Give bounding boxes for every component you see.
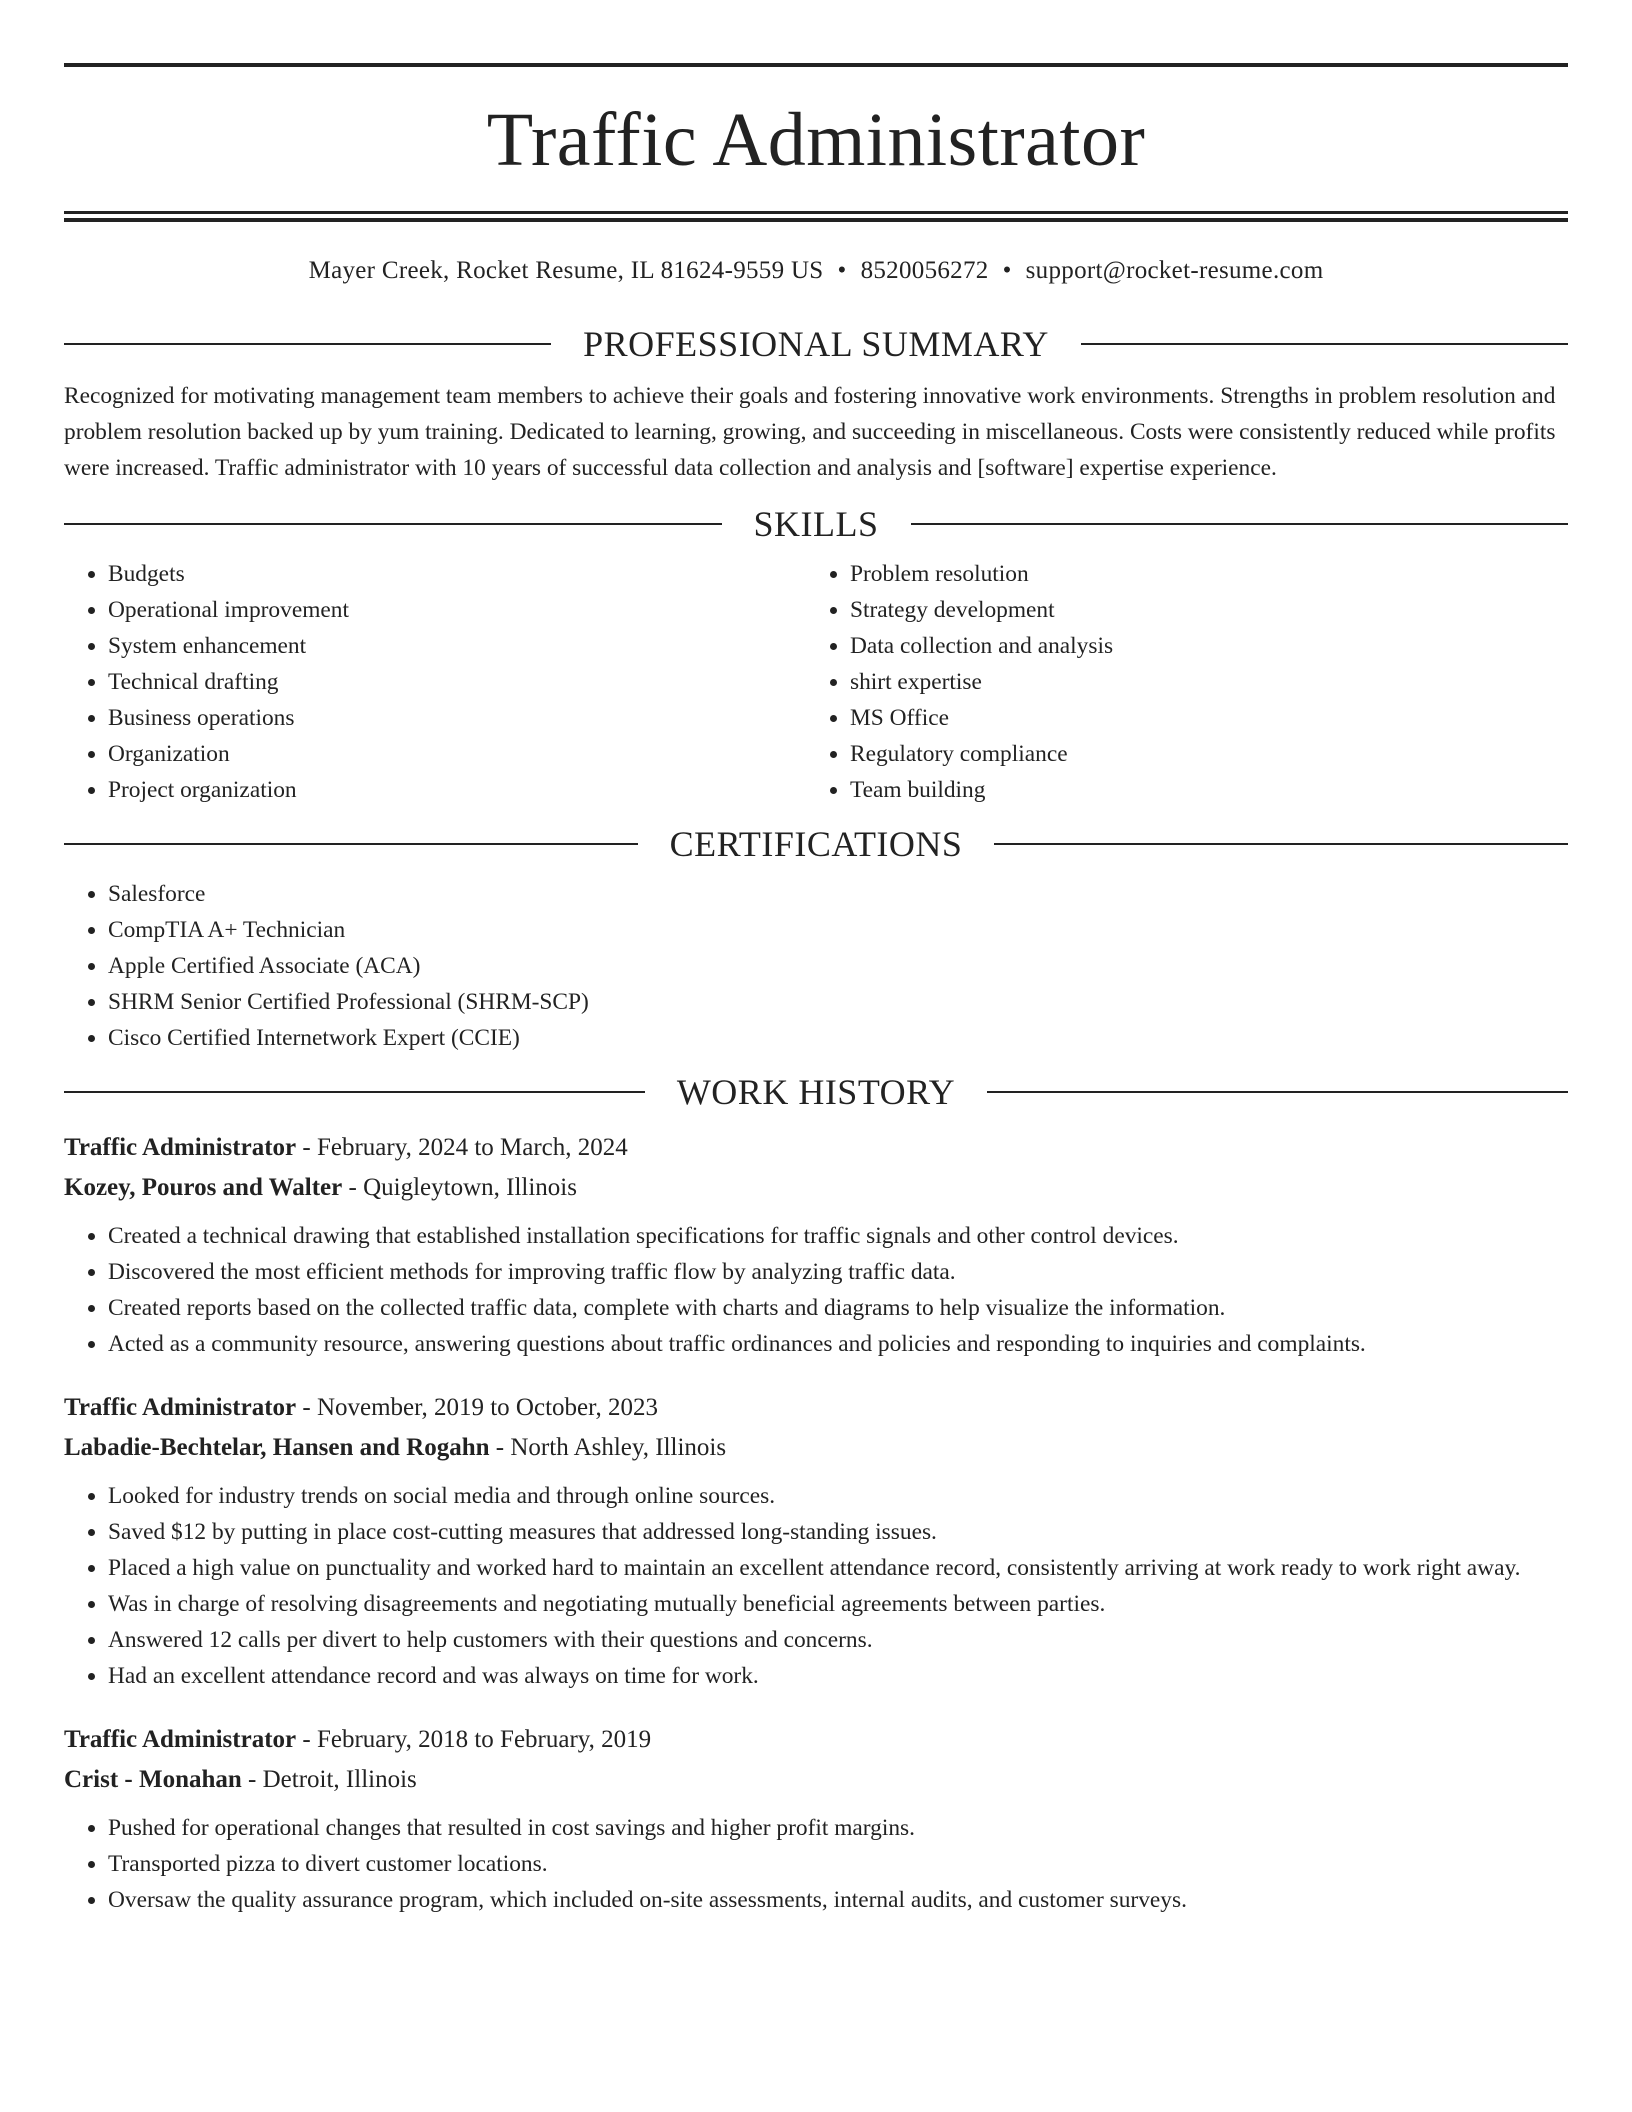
candidate-name: Traffic Administrator bbox=[486, 98, 1146, 182]
job-duty: • Saved $12 by putting in place cost-cutting measures that addressed long-standing issues. bbox=[108, 1514, 1568, 1550]
job-company-line bbox=[64, 1760, 1568, 1800]
certification-item: • SHRM Senior Certified Professional (SHRM-SCP) bbox=[108, 984, 1568, 1020]
skills-column-left bbox=[64, 556, 806, 808]
job-entry bbox=[64, 1388, 1568, 1694]
job-title-line bbox=[64, 1720, 1568, 1760]
contact-separator: • bbox=[837, 257, 847, 284]
job-entry bbox=[64, 1720, 1568, 1918]
section-rule bbox=[64, 343, 551, 345]
job-location: - Detroit, Illinois bbox=[241, 1766, 417, 1793]
job-duty: • Acted as a community resource, answering questions about traffic ordinances and policies and responding to inquiries and complaints. bbox=[108, 1326, 1568, 1362]
job-duty: • Pushed for operational changes that resulted in cost savings and higher profit margins. bbox=[108, 1810, 1568, 1846]
certification-item: • Apple Certified Associate (ACA) bbox=[108, 948, 1568, 984]
skill-item: • Strategy development bbox=[850, 592, 1548, 628]
summary-section-header bbox=[64, 322, 1568, 366]
skills-column-right bbox=[806, 556, 1548, 808]
skills-section-header bbox=[64, 502, 1568, 546]
job-company-line bbox=[64, 1428, 1568, 1468]
skill-item: • Regulatory compliance bbox=[850, 736, 1548, 772]
job-company: Crist - Monahan bbox=[64, 1766, 242, 1793]
skill-item: • shirt expertise bbox=[850, 664, 1548, 700]
job-entry bbox=[64, 1128, 1568, 1362]
job-company: Labadie-Bechtelar, Hansen and Rogahn bbox=[64, 1434, 490, 1461]
job-duties bbox=[64, 1478, 1568, 1694]
certification-item: • CompTIA A+ Technician bbox=[108, 912, 1568, 948]
header-double-rule bbox=[64, 211, 1568, 222]
job-duty: • Answered 12 calls per divert to help customers with their questions and concerns. bbox=[108, 1622, 1568, 1658]
job-dates: - February, 2018 to February, 2019 bbox=[296, 1726, 652, 1753]
job-duty: • Transported pizza to divert customer locations. bbox=[108, 1846, 1568, 1882]
job-duty: • Oversaw the quality assurance program, which included on-site assessments, internal audits, and customer surveys. bbox=[108, 1882, 1568, 1918]
job-duty: • Created a technical drawing that established installation specifications for traffic signals and other control devices. bbox=[108, 1218, 1568, 1254]
contact-line bbox=[64, 254, 1568, 288]
job-duties bbox=[64, 1218, 1568, 1362]
contact-email: support@rocket-resume.com bbox=[1025, 257, 1324, 284]
job-dates: - November, 2019 to October, 2023 bbox=[296, 1394, 658, 1421]
skills-title: SKILLS bbox=[753, 504, 879, 544]
job-duty: • Was in charge of resolving disagreements and negotiating mutually beneficial agreements between parties. bbox=[108, 1586, 1568, 1622]
certifications-section-header bbox=[64, 822, 1568, 866]
job-location: - Quigleytown, Illinois bbox=[342, 1174, 577, 1201]
top-rule bbox=[64, 63, 1568, 67]
job-title-line bbox=[64, 1388, 1568, 1428]
job-duty: • Discovered the most efficient methods for improving traffic flow by analyzing traffic data. bbox=[108, 1254, 1568, 1290]
job-company-line bbox=[64, 1168, 1568, 1208]
certifications-title: CERTIFICATIONS bbox=[669, 824, 963, 864]
section-rule bbox=[911, 523, 1569, 525]
job-duty: • Had an excellent attendance record and was always on time for work. bbox=[108, 1658, 1568, 1694]
certification-item: • Salesforce bbox=[108, 876, 1568, 912]
skill-item: • Project organization bbox=[108, 772, 806, 808]
skill-item: • System enhancement bbox=[108, 628, 806, 664]
section-rule bbox=[1081, 343, 1568, 345]
resume-page bbox=[64, 0, 1568, 1918]
skill-item: • Budgets bbox=[108, 556, 806, 592]
contact-phone: 8520056272 bbox=[860, 257, 989, 284]
skill-item: • Technical drafting bbox=[108, 664, 806, 700]
section-rule bbox=[64, 1091, 645, 1093]
job-company: Kozey, Pouros and Walter bbox=[64, 1174, 343, 1201]
job-title-line bbox=[64, 1128, 1568, 1168]
job-dates: - February, 2024 to March, 2024 bbox=[296, 1134, 628, 1161]
job-role: Traffic Administrator bbox=[64, 1134, 297, 1161]
skill-item: • Team building bbox=[850, 772, 1548, 808]
skill-item: • Operational improvement bbox=[108, 592, 806, 628]
certifications-list bbox=[64, 876, 1568, 1056]
certification-item: • Cisco Certified Internetwork Expert (CCIE) bbox=[108, 1020, 1568, 1056]
skill-item: • Organization bbox=[108, 736, 806, 772]
summary-text: Recognized for motivating management team members to achieve their goals and fostering innovative work environments. Strengths in problem resolution and problem resolution backed up by yum training. Dedicated to learning, growing, and succeeding in miscellaneous. Costs were consistently reduced while profits were increased. Traffic administrator with 10 years of successful data collection and analysis and [software] expertise experience. bbox=[64, 383, 1556, 481]
job-role: Traffic Administrator bbox=[64, 1394, 297, 1421]
job-duties bbox=[64, 1810, 1568, 1918]
work-section-header bbox=[64, 1070, 1568, 1114]
skill-item: • Business operations bbox=[108, 700, 806, 736]
work-title: WORK HISTORY bbox=[676, 1072, 956, 1112]
job-role: Traffic Administrator bbox=[64, 1726, 297, 1753]
job-location: - North Ashley, Illinois bbox=[489, 1434, 727, 1461]
job-duty: • Placed a high value on punctuality and worked hard to maintain an excellent attendance record, consistently arriving at work ready to work right away. bbox=[108, 1550, 1568, 1586]
job-duty: • Created reports based on the collected traffic data, complete with charts and diagrams to help visualize the information. bbox=[108, 1290, 1568, 1326]
job-duty: • Looked for industry trends on social media and through online sources. bbox=[108, 1478, 1568, 1514]
summary-title: PROFESSIONAL SUMMARY bbox=[583, 324, 1049, 364]
section-rule bbox=[994, 843, 1568, 845]
contact-address: Mayer Creek, Rocket Resume, IL 81624-9559 US bbox=[308, 257, 824, 284]
skills-grid bbox=[64, 556, 1568, 808]
skill-item: • MS Office bbox=[850, 700, 1548, 736]
section-rule bbox=[64, 523, 722, 525]
contact-separator: • bbox=[1002, 257, 1012, 284]
skill-item: • Problem resolution bbox=[850, 556, 1548, 592]
section-rule bbox=[64, 843, 638, 845]
section-rule bbox=[987, 1091, 1568, 1093]
skill-item: • Data collection and analysis bbox=[850, 628, 1548, 664]
